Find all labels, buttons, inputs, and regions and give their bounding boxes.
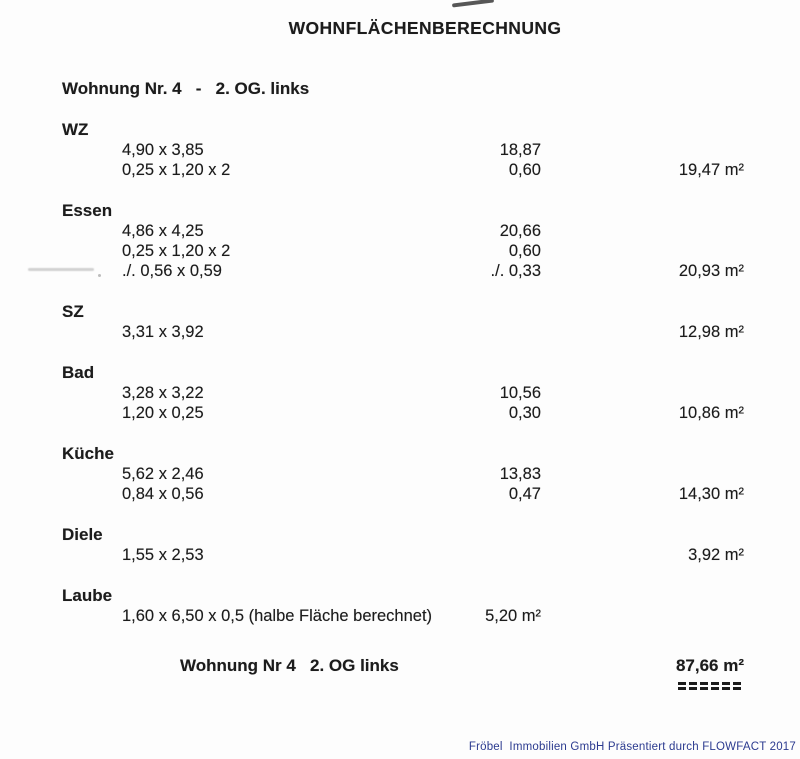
calc-row — [0, 606, 800, 626]
cell-sub: 13,83 — [499, 465, 541, 483]
footer-credit: Fröbel Immobilien GmbH Präsentiert durch FLOWFACT 2017 — [468, 741, 796, 753]
summary-row — [0, 656, 800, 698]
cell-sub: ./. 0,33 — [490, 262, 541, 280]
cell-dims: ./. 0,56 x 0,59 — [122, 262, 222, 280]
cell-dims: 0,84 x 0,56 — [122, 485, 204, 503]
cell-dims: 1,20 x 0,25 — [122, 404, 204, 422]
cell-total: 3,92 m² — [688, 546, 744, 564]
room-section — [0, 443, 800, 504]
scan-artifact-top — [452, 0, 494, 8]
calc-row — [0, 322, 800, 342]
room-section — [0, 119, 800, 180]
cell-total: 12,98 m² — [678, 323, 744, 341]
cell-dims: 1,55 x 2,53 — [122, 546, 204, 564]
scan-smudge-left — [28, 268, 94, 271]
cell-sub — [462, 545, 541, 565]
cell-dims: 3,28 x 3,22 — [122, 384, 204, 402]
room-section — [0, 200, 800, 281]
calc-row — [0, 221, 800, 241]
cell-sub: 5,20 m² — [485, 607, 541, 625]
cell-total — [541, 464, 800, 484]
cell-dims: 3,31 x 3,92 — [122, 323, 204, 341]
cell-sub — [462, 322, 541, 342]
calc-row — [0, 464, 800, 484]
calc-row — [0, 403, 800, 423]
cell-total — [541, 241, 800, 261]
room-section — [0, 585, 800, 626]
cell-sub: 0,60 — [508, 161, 541, 179]
room-label: SZ — [62, 302, 84, 321]
room-label: Essen — [62, 201, 113, 220]
cell-total — [541, 606, 800, 626]
cell-total: 14,30 m² — [678, 485, 744, 503]
room-label: WZ — [62, 120, 89, 139]
room-label: Diele — [62, 525, 103, 544]
cell-total: 20,93 m² — [678, 262, 744, 280]
calc-row — [0, 160, 800, 180]
room-section — [0, 301, 800, 342]
cell-sub: 20,66 — [499, 222, 541, 240]
cell-total: 10,86 m² — [678, 404, 744, 422]
cell-dims: 0,25 x 1,20 x 2 — [122, 161, 231, 179]
room-section — [0, 524, 800, 565]
room-label: Küche — [62, 444, 114, 463]
scan-dot — [98, 274, 101, 277]
cell-total — [541, 140, 800, 160]
room-label: Bad — [62, 363, 95, 382]
cell-sub: 0,30 — [508, 404, 541, 422]
room-section — [0, 362, 800, 423]
apartment-header: Wohnung Nr. 4 - 2. OG. links — [62, 79, 310, 98]
cell-total: 19,47 m² — [678, 161, 744, 179]
cell-sub: 0,60 — [508, 242, 541, 260]
cell-total — [541, 383, 800, 403]
summary-total-value: 87,66 m² — [675, 656, 744, 675]
cell-dims: 1,60 x 6,50 x 0,5 (halbe Fläche berechnet) — [122, 607, 433, 625]
cell-dims: 4,86 x 4,25 — [122, 222, 204, 240]
calc-row — [0, 383, 800, 403]
page-title: WOHNFLÄCHENBERECHNUNG — [288, 18, 562, 38]
calc-row — [0, 140, 800, 160]
cell-sub: 18,87 — [499, 141, 541, 159]
room-sections — [0, 119, 800, 646]
cell-dims: 0,25 x 1,20 x 2 — [122, 242, 231, 260]
summary-label: Wohnung Nr 4 2. OG links — [180, 656, 399, 675]
cell-dims: 5,62 x 2,46 — [122, 465, 204, 483]
cell-total — [541, 221, 800, 241]
cell-dims: 4,90 x 3,85 — [122, 141, 204, 159]
calc-row — [0, 261, 800, 281]
calc-row — [0, 545, 800, 565]
cell-sub: 10,56 — [499, 384, 541, 402]
calc-row — [0, 484, 800, 504]
cell-sub: 0,47 — [508, 485, 541, 503]
room-label: Laube — [62, 586, 113, 605]
calc-row — [0, 241, 800, 261]
double-dash-underline — [678, 682, 744, 690]
